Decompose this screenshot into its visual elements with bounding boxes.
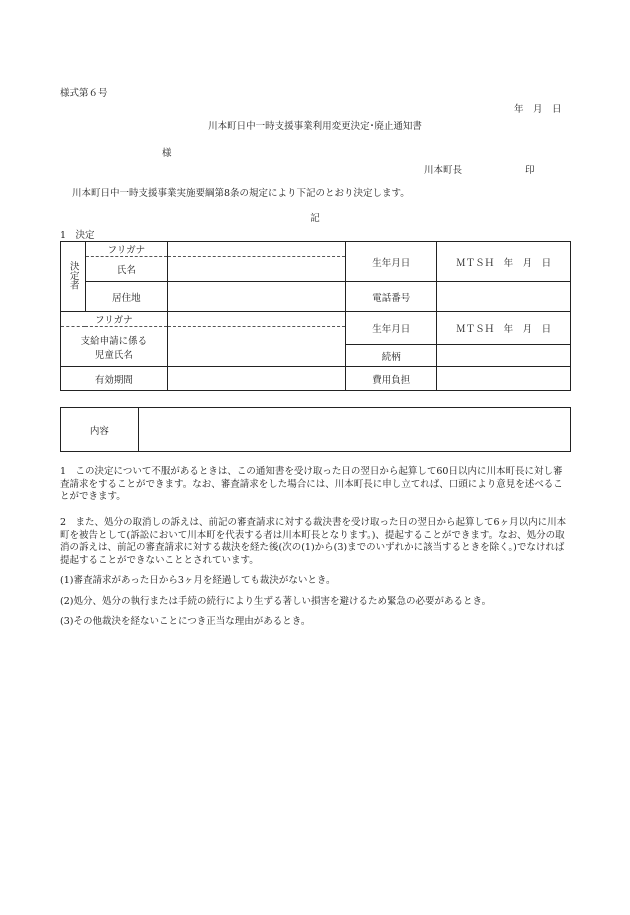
birthdate-value: ＭＴＳＨ 年 月 日 [437,242,571,282]
child-birthdate-value: ＭＴＳＨ 年 月 日 [437,312,571,345]
issuer: 川本町長 [424,165,463,176]
address-label: 居住地 [85,282,167,312]
furigana-label: フリガナ [85,242,167,257]
section-heading: 1 決定 [60,230,95,241]
phone-value [437,282,571,312]
intro-text: 川本町日中一時支援事業実施要綱第8条の規定により下記のとおり決定します。 [72,188,410,199]
content-value [138,408,570,452]
decider-label: 決定者 [61,242,86,312]
decision-table [60,241,571,391]
notice-2: 2 また、処分の取消しの訴えは、前記の審査請求に対する裁決書を受け取った日の翌日から起算して6ヶ月以内に川本町を被告として(訴訟において川本町を代表する者は川本町長となります。)、提起することができます。なお、処分の取消の訴えは、前記の審査請求に対する裁決を経た後(次の(1)から(3)までのいずれかに該当するときを除く。)でなければ提起することができないこととされています。 [60,517,567,566]
notice-item-1: (1)審査請求があった日から3ヶ月を経過しても裁決がないとき。 [60,575,336,586]
notice-1: 1 この決定について不服があるときは、この通知書を受け取った日の翌日から起算して60日以内に川本町長に対し審査請求をすることができます。なお、審査請求をした場合には、川本町長に申し立てれば、口頭により意見を述べることができます。 [60,466,563,502]
name-value [167,257,346,282]
child-furigana-label: フリガナ [61,312,168,327]
child-furigana-value [167,312,346,327]
name-label: 氏名 [85,257,167,282]
child-name-value [167,327,346,367]
document-title: 川本町日中一時支援事業利用変更決定･廃止通知書 [208,121,422,132]
recipient-suffix: 様 [162,148,172,159]
notice-item-2: (2)処分、処分の執行または手続の続行により生ずる著しい損害を避けるため緊急の必要があるとき。 [60,596,492,607]
relation-value [437,345,571,367]
valid-period-value [167,367,346,391]
content-table [60,407,571,452]
birthdate-label: 生年月日 [346,242,437,282]
child-birthdate-label: 生年月日 [346,312,437,345]
content-label: 内容 [61,408,139,452]
valid-period-label: 有効期間 [61,367,168,391]
furigana-value [167,242,346,257]
relation-label: 続柄 [346,345,437,367]
notice-item-3: (3)その他裁決を経ないことにつき正当な理由があるとき。 [60,616,311,627]
child-name-label: 支給申請に係る 児童氏名 [61,327,168,367]
phone-label: 電話番号 [346,282,437,312]
seal-mark: 印 [525,165,535,176]
address-value [167,282,346,312]
ki-heading: 記 [310,213,320,224]
form-number: 様式第６号 [60,88,108,99]
cost-burden-label: 費用負担 [346,367,437,391]
date-line: 年 月 日 [514,104,562,115]
cost-burden-value [437,367,571,391]
